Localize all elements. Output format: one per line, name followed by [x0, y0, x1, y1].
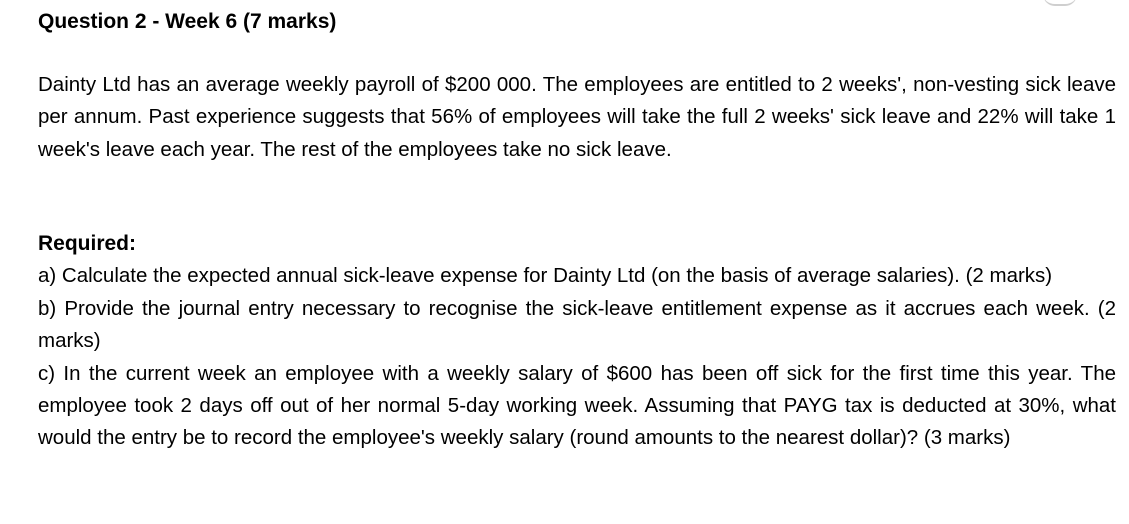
scenario-paragraph: Dainty Ltd has an average weekly payroll of $200 000. The employees are entitled to 2 weeks', non-vesting sick leave per annum. Past experience suggests that 56% of employees will take the full 2 weeks' sick leave and 22% will take 1 week's leave each year. The rest of the employees take no sick leave.	[38, 73, 1116, 161]
question-title: Question 2 - Week 6 (7 marks)	[38, 10, 337, 33]
required-item-a: a) Calculate the expected annual sick-leave expense for Dainty Ltd (on the basis of average salaries). (2 marks)	[38, 264, 1053, 288]
required-item-b: b) Provide the journal entry necessary to recognise the sick-leave entitlement expense as it accrues each week. (2 marks)	[38, 296, 1116, 353]
required-section	[38, 228, 1116, 455]
required-item-c: c) In the current week an employee with a weekly salary of $600 has been off sick for the first time this year. The employee took 2 days off out of her normal 5-day working week. Assuming that PAYG tax is deducted at 30%, what would the entry be to record the employee's weekly salary (round amounts to the nearest dollar)? (3 marks)	[38, 361, 1116, 450]
page-corner-decoration	[1043, 0, 1077, 6]
required-heading: Required:	[38, 232, 137, 255]
